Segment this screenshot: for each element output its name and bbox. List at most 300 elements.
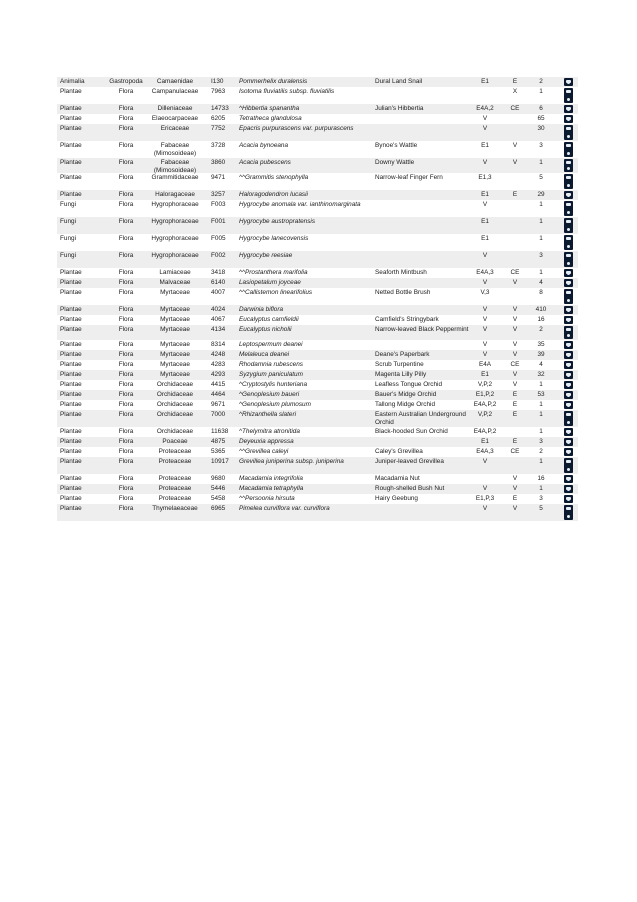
common-name-cell: Narrow-leaf Finger Fern — [375, 174, 443, 181]
kingdom-cell: Plantae — [60, 142, 82, 149]
species-code-cell: 4875 — [211, 438, 226, 445]
kingdom-cell: Plantae — [60, 505, 82, 512]
record-count-cell: 39 — [537, 351, 545, 358]
info-icon[interactable] — [564, 316, 573, 324]
scientific-name-cell: Grevillea juniperina subsp. juniperina — [239, 458, 344, 465]
common-name-cell: Downy Wattle — [375, 159, 415, 166]
species-code-cell: 7963 — [211, 88, 226, 95]
nsw-status-cell: V,3 — [480, 289, 490, 296]
nsw-status-cell: V — [482, 279, 488, 286]
class-cell: Flora — [118, 252, 134, 259]
table-row — [57, 474, 578, 484]
scientific-name-cell: Melaleuca deanei — [239, 351, 290, 358]
kingdom-cell: Plantae — [60, 316, 82, 323]
table-row — [57, 350, 578, 360]
kingdom-cell: Plantae — [60, 279, 82, 286]
nsw-status-cell: V — [482, 326, 488, 333]
kingdom-cell: Plantae — [60, 341, 82, 348]
comm-status-cell: V — [512, 326, 518, 333]
info-icon[interactable] — [564, 381, 573, 389]
table-row — [57, 325, 578, 340]
family-cell: Haloragaceae — [155, 191, 195, 198]
family-cell: Hygrophoraceae — [151, 201, 199, 208]
info-icon[interactable] — [564, 438, 573, 446]
info-icon[interactable] — [564, 458, 573, 473]
info-icon[interactable] — [564, 142, 573, 157]
species-code-cell: F005 — [211, 235, 226, 242]
record-count-cell: 1 — [539, 458, 543, 465]
species-code-cell: F003 — [211, 201, 226, 208]
class-cell: Flora — [118, 485, 134, 492]
common-name-cell: Seaforth Mintbush — [375, 269, 427, 276]
info-icon[interactable] — [564, 88, 573, 103]
species-code-cell: 8314 — [211, 341, 226, 348]
class-cell: Flora — [118, 475, 134, 482]
table-row — [57, 305, 578, 315]
comm-status-cell: E — [512, 495, 518, 502]
table-row — [57, 234, 578, 251]
family-cell: Proteaceae — [158, 448, 192, 455]
table-row — [57, 217, 578, 234]
class-cell: Flora — [118, 105, 134, 112]
common-name-cell: Black-hooded Sun Orchid — [375, 428, 448, 435]
nsw-status-cell: E1,3 — [478, 174, 492, 181]
scientific-name-cell: Acacia pubescens — [239, 159, 291, 166]
class-cell: Flora — [118, 505, 134, 512]
scientific-name-cell: Deyeuxia appressa — [239, 438, 294, 445]
table-row — [57, 315, 578, 325]
common-name-cell: Netted Bottle Brush — [375, 289, 431, 296]
class-cell: Flora — [118, 361, 134, 368]
family-cell: Dilleniaceae — [157, 105, 193, 112]
nsw-status-cell: V — [482, 505, 488, 512]
comm-status-cell: CE — [510, 269, 520, 276]
info-icon[interactable] — [564, 174, 573, 189]
scientific-name-cell: ^Hibbertia spanantha — [239, 105, 300, 112]
scientific-name-cell: Syzygium paniculatum — [239, 371, 303, 378]
species-code-cell: 4134 — [211, 326, 226, 333]
nsw-status-cell: E1 — [481, 191, 489, 198]
info-icon[interactable] — [564, 115, 573, 123]
kingdom-cell: Plantae — [60, 401, 82, 408]
class-cell: Flora — [118, 371, 134, 378]
family-cell: Thymelaeaceae — [152, 505, 198, 512]
info-icon[interactable] — [564, 326, 573, 339]
class-cell: Flora — [118, 88, 134, 95]
species-code-cell: 7000 — [211, 411, 226, 418]
info-icon[interactable] — [564, 252, 573, 267]
comm-status-cell: CE — [510, 105, 520, 112]
nsw-status-cell: E1,P,3 — [475, 495, 495, 502]
record-count-cell: 1 — [539, 381, 543, 388]
kingdom-cell: Plantae — [60, 411, 82, 418]
species-code-cell: 6965 — [211, 505, 226, 512]
table-row — [57, 278, 578, 288]
class-cell: Flora — [118, 448, 134, 455]
scientific-name-cell: ^Rhizanthella slateri — [239, 411, 296, 418]
scientific-name-cell: Macadamia integrifolia — [239, 475, 303, 482]
class-cell: Flora — [118, 351, 134, 358]
kingdom-cell: Fungi — [60, 201, 76, 208]
species-code-cell: 4248 — [211, 351, 226, 358]
record-count-cell: 3 — [539, 142, 543, 149]
comm-status-cell: V — [512, 485, 518, 492]
common-name-cell: Tallong Midge Orchid — [375, 401, 436, 408]
scientific-name-cell: Hygrocybe anomala var. ianthinomarginata — [239, 201, 361, 208]
info-icon[interactable] — [564, 279, 573, 287]
class-cell: Flora — [118, 235, 134, 242]
comm-status-cell: V — [512, 159, 518, 166]
species-code-cell: 6205 — [211, 115, 226, 122]
species-code-cell: 10917 — [211, 458, 229, 465]
table-row — [57, 268, 578, 278]
scientific-name-cell: Macadamia tetraphylla — [239, 485, 304, 492]
species-code-cell: 3728 — [211, 142, 226, 149]
comm-status-cell: CE — [510, 361, 520, 368]
kingdom-cell: Plantae — [60, 351, 82, 358]
family-cell: Hygrophoraceae — [151, 235, 199, 242]
info-icon[interactable] — [564, 391, 573, 399]
info-icon[interactable] — [564, 289, 573, 304]
family-cell: Hygrophoraceae — [151, 218, 199, 225]
scientific-name-cell: Hygrocybe reesiae — [239, 252, 293, 259]
record-count-cell: 16 — [537, 316, 545, 323]
kingdom-cell: Plantae — [60, 428, 82, 435]
class-cell: Flora — [118, 174, 134, 181]
family-cell: Myrtaceae — [160, 371, 190, 378]
record-count-cell: 1 — [539, 485, 543, 492]
record-count-cell: 1 — [539, 201, 543, 208]
comm-status-cell: E — [512, 411, 518, 418]
table-row — [57, 380, 578, 390]
kingdom-cell: Plantae — [60, 105, 82, 112]
record-count-cell: 35 — [537, 341, 545, 348]
comm-status-cell: V — [512, 306, 518, 313]
class-cell: Flora — [118, 316, 134, 323]
nsw-status-cell: E4A — [478, 361, 492, 368]
species-code-cell: 4024 — [211, 306, 226, 313]
species-code-cell: 4464 — [211, 391, 226, 398]
nsw-status-cell: E1,P,2 — [475, 391, 495, 398]
scientific-name-cell: Pimelea curviflora var. curviflora — [239, 505, 330, 512]
species-code-cell: 9471 — [211, 174, 226, 181]
nsw-status-cell: V — [482, 458, 488, 465]
species-code-cell: 4067 — [211, 316, 226, 323]
kingdom-cell: Plantae — [60, 174, 82, 181]
nsw-status-cell: V — [482, 252, 488, 259]
comm-status-cell: X — [512, 88, 518, 95]
species-code-cell: 4283 — [211, 361, 226, 368]
table-row — [57, 437, 578, 447]
class-cell: Flora — [118, 191, 134, 198]
scientific-name-cell: Darwinia biflora — [239, 306, 284, 313]
nsw-status-cell: V — [482, 341, 488, 348]
nsw-status-cell: V — [482, 306, 488, 313]
common-name-cell: Deane's Paperbark — [375, 351, 430, 358]
info-icon[interactable] — [564, 125, 573, 140]
class-cell: Flora — [118, 159, 134, 166]
table-row — [57, 410, 578, 427]
table-row — [57, 190, 578, 200]
table-row — [57, 124, 578, 141]
family-cell: Fabaceae (Mimosoideae) — [153, 159, 197, 174]
class-cell: Flora — [118, 438, 134, 445]
class-cell: Flora — [118, 428, 134, 435]
scientific-name-cell: ^Thelymitra atronitida — [239, 428, 300, 435]
common-name-cell: Rough-shelled Bush Nut — [375, 485, 445, 492]
common-name-cell: Eastern Australian Underground Orchid — [375, 411, 466, 426]
scientific-name-cell: ^^Grammitis stenophylla — [239, 174, 309, 181]
nsw-status-cell: V — [482, 316, 488, 323]
record-count-cell: 1 — [539, 269, 543, 276]
comm-status-cell: V — [512, 142, 518, 149]
scientific-name-cell: Acacia bynoeana — [239, 142, 289, 149]
nsw-status-cell: E4A,3 — [476, 269, 494, 276]
kingdom-cell: Plantae — [60, 289, 82, 296]
species-code-cell: 3860 — [211, 159, 226, 166]
kingdom-cell: Fungi — [60, 235, 76, 242]
kingdom-cell: Plantae — [60, 306, 82, 313]
family-cell: Orchidaceae — [156, 381, 194, 388]
nsw-status-cell: V — [482, 159, 488, 166]
record-count-cell: 6 — [539, 105, 543, 112]
kingdom-cell: Plantae — [60, 326, 82, 333]
table-row — [57, 158, 578, 173]
family-cell: Campanulaceae — [151, 88, 199, 95]
class-cell: Flora — [118, 495, 134, 502]
scientific-name-cell: ^^Persoonia hirsuta — [239, 495, 295, 502]
record-count-cell: 65 — [537, 115, 545, 122]
kingdom-cell: Plantae — [60, 361, 82, 368]
kingdom-cell: Plantae — [60, 391, 82, 398]
nsw-status-cell: E4A,3 — [476, 448, 494, 455]
comm-status-cell: V — [512, 351, 518, 358]
species-code-cell: 11638 — [211, 428, 229, 435]
family-cell: Myrtaceae — [160, 361, 190, 368]
family-cell: Myrtaceae — [160, 341, 190, 348]
table-row — [57, 173, 578, 190]
table-row — [57, 340, 578, 350]
kingdom-cell: Fungi — [60, 252, 76, 259]
scientific-name-cell: Eucalyptus nicholii — [239, 326, 292, 333]
family-cell: Myrtaceae — [160, 326, 190, 333]
scientific-name-cell: ^Cryptostylis hunteriana — [239, 381, 308, 388]
info-icon[interactable] — [564, 351, 573, 359]
kingdom-cell: Animalia — [60, 78, 85, 85]
species-code-cell: 5365 — [211, 448, 226, 455]
kingdom-cell: Plantae — [60, 269, 82, 276]
info-icon[interactable] — [564, 495, 573, 503]
table-row — [57, 141, 578, 158]
record-count-cell: 16 — [537, 475, 545, 482]
nsw-status-cell: E1 — [481, 142, 489, 149]
class-cell: Flora — [118, 218, 134, 225]
table-row — [57, 114, 578, 124]
table-row — [57, 251, 578, 268]
common-name-cell: Magenta Lilly Pilly — [375, 371, 427, 378]
scientific-name-cell: Epacris purpurascens var. purpurascens — [239, 125, 354, 132]
kingdom-cell: Plantae — [60, 191, 82, 198]
class-cell: Flora — [118, 458, 134, 465]
info-icon[interactable] — [564, 159, 573, 172]
class-cell: Flora — [118, 279, 134, 286]
family-cell: Myrtaceae — [160, 351, 190, 358]
class-cell: Flora — [118, 289, 134, 296]
species-code-cell: I130 — [211, 78, 224, 85]
info-icon[interactable] — [564, 191, 573, 199]
species-code-cell: 5446 — [211, 485, 226, 492]
comm-status-cell: V — [512, 381, 518, 388]
info-icon[interactable] — [564, 505, 573, 520]
kingdom-cell: Plantae — [60, 371, 82, 378]
info-icon[interactable] — [564, 411, 573, 426]
record-count-cell: 1 — [539, 88, 543, 95]
scientific-name-cell: Rhodamnia rubescens — [239, 361, 303, 368]
info-icon[interactable] — [564, 201, 573, 216]
info-icon[interactable] — [564, 235, 573, 250]
class-cell: Flora — [118, 411, 134, 418]
common-name-cell: Dural Land Snail — [375, 78, 423, 85]
info-icon[interactable] — [564, 475, 573, 483]
species-code-cell: 4293 — [211, 371, 226, 378]
class-cell: Flora — [118, 115, 134, 122]
kingdom-cell: Plantae — [60, 438, 82, 445]
common-name-cell: Macadamia Nut — [375, 475, 420, 482]
nsw-status-cell: V — [482, 201, 488, 208]
kingdom-cell: Plantae — [60, 448, 82, 455]
kingdom-cell: Plantae — [60, 475, 82, 482]
comm-status-cell: CE — [510, 448, 520, 455]
info-icon[interactable] — [564, 401, 573, 409]
nsw-status-cell: V,P,2 — [477, 411, 493, 418]
nsw-status-cell: V,P,2 — [477, 381, 493, 388]
info-icon[interactable] — [564, 78, 573, 86]
family-cell: Myrtaceae — [160, 316, 190, 323]
common-name-cell: Bauer's Midge Orchid — [375, 391, 437, 398]
scientific-name-cell: Hygrocybe lanecovensis — [239, 235, 309, 242]
comm-status-cell: E — [512, 438, 518, 445]
species-code-cell: 3418 — [211, 269, 226, 276]
table-row — [57, 288, 578, 305]
kingdom-cell: Plantae — [60, 495, 82, 502]
family-cell: Grammitidaceae — [151, 174, 199, 181]
record-count-cell: 1 — [539, 401, 543, 408]
nsw-status-cell: V — [482, 125, 488, 132]
family-cell: Lamiaceae — [159, 269, 191, 276]
species-code-cell: 6140 — [211, 279, 226, 286]
record-count-cell: 53 — [537, 391, 545, 398]
family-cell: Camaenidae — [156, 78, 194, 85]
comm-status-cell: E — [512, 401, 518, 408]
info-icon[interactable] — [564, 269, 573, 277]
family-cell: Elaeocarpaceae — [151, 115, 199, 122]
scientific-name-cell: Isotoma fluviatilis subsp. fluviatilis — [239, 88, 335, 95]
family-cell: Poaceae — [162, 438, 188, 445]
family-cell: Orchidaceae — [156, 411, 194, 418]
class-cell: Flora — [118, 326, 134, 333]
info-icon[interactable] — [564, 105, 573, 113]
comm-status-cell: V — [512, 475, 518, 482]
record-count-cell: 4 — [539, 361, 543, 368]
scientific-name-cell: Tetratheca glandulosa — [239, 115, 302, 122]
family-cell: Malvaceae — [159, 279, 191, 286]
table-row — [57, 427, 578, 437]
info-icon[interactable] — [564, 341, 573, 349]
record-count-cell: 5 — [539, 174, 543, 181]
family-cell: Proteaceae — [158, 475, 192, 482]
class-cell: Flora — [118, 125, 134, 132]
record-count-cell: 1 — [539, 411, 543, 418]
species-code-cell: 14733 — [211, 105, 229, 112]
comm-status-cell: E — [512, 391, 518, 398]
common-name-cell: Bynoe's Wattle — [375, 142, 418, 149]
record-count-cell: 4 — [539, 279, 543, 286]
class-cell: Flora — [118, 401, 134, 408]
scientific-name-cell: ^^Grevillea caleyi — [239, 448, 289, 455]
species-code-cell: 5458 — [211, 495, 226, 502]
comm-status-cell: V — [512, 371, 518, 378]
comm-status-cell: E — [512, 78, 518, 85]
comm-status-cell: V — [512, 505, 518, 512]
nsw-status-cell: V — [482, 485, 488, 492]
info-icon[interactable] — [564, 306, 573, 314]
species-table — [57, 77, 578, 521]
scientific-name-cell: Haloragodendron lucasii — [239, 191, 308, 198]
family-cell: Fabaceae (Mimosoideae) — [153, 142, 197, 157]
common-name-cell: Scrub Turpentine — [375, 361, 424, 368]
kingdom-cell: Plantae — [60, 458, 82, 465]
info-icon[interactable] — [564, 485, 573, 493]
record-count-cell: 30 — [537, 125, 545, 132]
class-cell: Flora — [118, 201, 134, 208]
class-cell: Flora — [118, 269, 134, 276]
class-cell: Flora — [118, 391, 134, 398]
kingdom-cell: Plantae — [60, 88, 82, 95]
nsw-status-cell: E1 — [481, 438, 489, 445]
common-name-cell: Leafless Tongue Orchid — [375, 381, 443, 388]
common-name-cell: Hairy Geebung — [375, 495, 418, 502]
info-icon[interactable] — [564, 371, 573, 379]
record-count-cell: 2 — [539, 448, 543, 455]
record-count-cell: 2 — [539, 78, 543, 85]
nsw-status-cell: V — [482, 351, 488, 358]
table-row — [57, 457, 578, 474]
comm-status-cell: V — [512, 316, 518, 323]
record-count-cell: 3 — [539, 495, 543, 502]
info-icon[interactable] — [564, 448, 573, 456]
scientific-name-cell: ^^Callistemon linearifolius — [239, 289, 313, 296]
info-icon[interactable] — [564, 428, 573, 436]
record-count-cell: 29 — [537, 191, 545, 198]
common-name-cell: Juniper-leaved Grevillea — [375, 458, 444, 465]
species-code-cell: 9680 — [211, 475, 226, 482]
species-code-cell: 4415 — [211, 381, 226, 388]
class-cell: Flora — [118, 142, 134, 149]
table-row — [57, 77, 578, 87]
record-count-cell: 5 — [539, 505, 543, 512]
record-count-cell: 1 — [539, 218, 543, 225]
class-cell: Gastropoda — [109, 78, 143, 85]
class-cell: Flora — [118, 381, 134, 388]
common-name-cell: Julian's Hibbertia — [375, 105, 424, 112]
record-count-cell: 3 — [539, 438, 543, 445]
info-icon[interactable] — [564, 361, 573, 369]
kingdom-cell: Plantae — [60, 125, 82, 132]
table-row — [57, 447, 578, 457]
comm-status-cell: E — [512, 191, 518, 198]
family-cell: Myrtaceae — [160, 306, 190, 313]
info-icon[interactable] — [564, 218, 573, 233]
